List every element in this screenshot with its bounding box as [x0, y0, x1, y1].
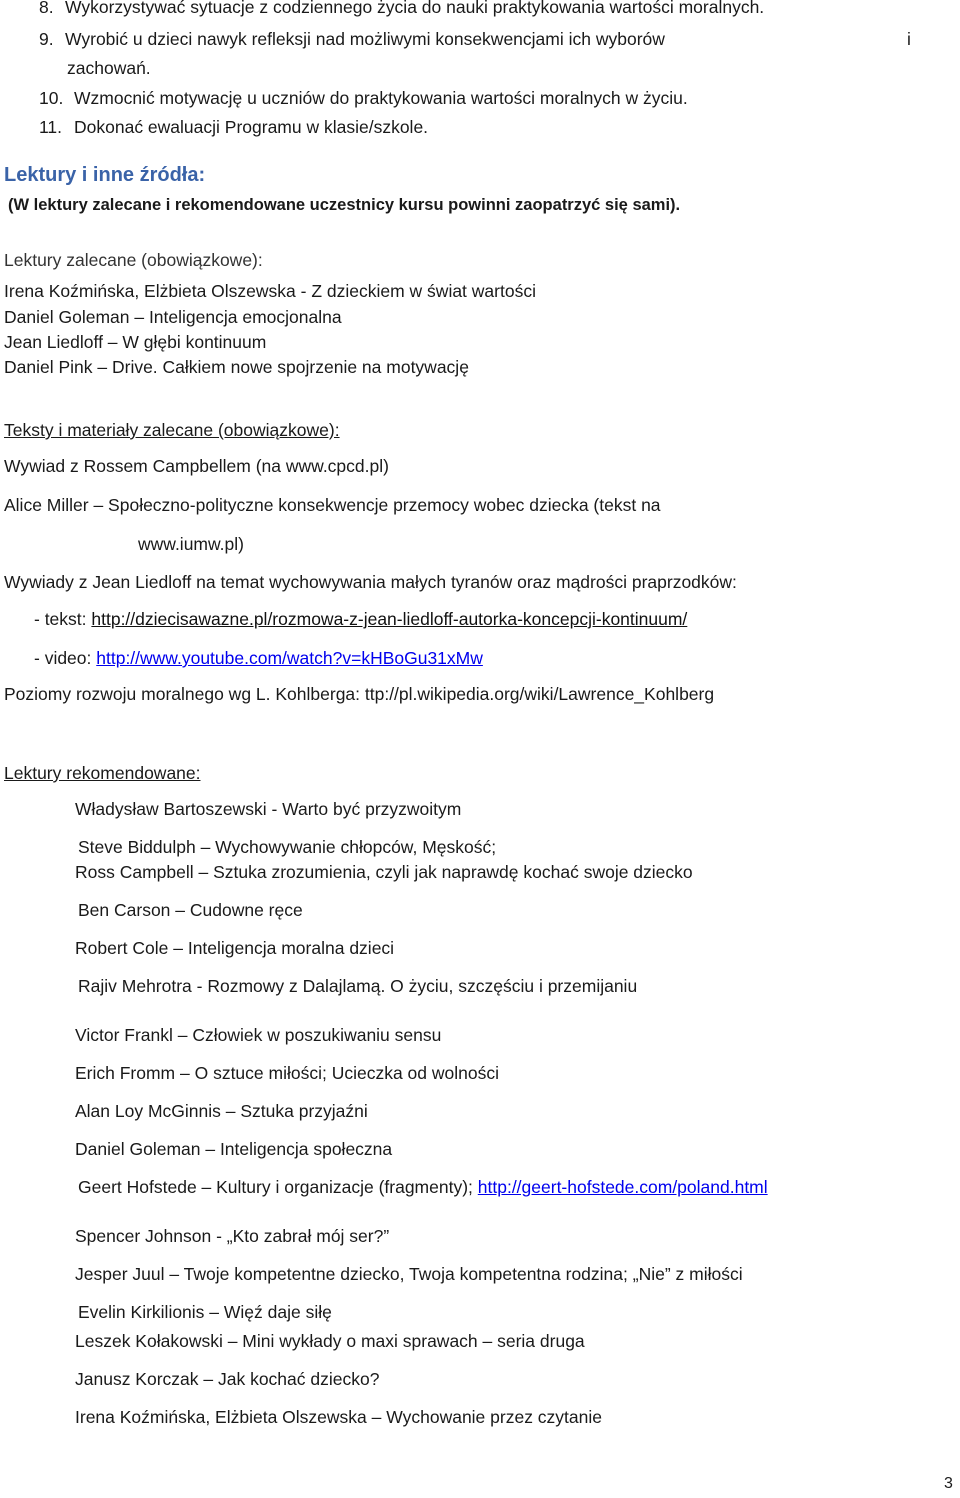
- recommended-item: Ben Carson – Cudowne ręce: [78, 900, 303, 920]
- goal-text: Wyrobić u dzieci nawyk refleksji nad możliwymi konsekwencjami ich wyborów: [65, 29, 665, 49]
- required-readings-heading: Lektury zalecane (obowiązkowe):: [4, 250, 263, 270]
- required-reading-item: Jean Liedloff – W głębi kontinuum: [4, 332, 267, 352]
- recommended-item: Victor Frankl – Człowiek w poszukiwaniu sensu: [75, 1025, 442, 1045]
- recommended-item-hofstede: [78, 1177, 768, 1197]
- text-link-row: [34, 609, 687, 629]
- recommended-item: Leszek Kołakowski – Mini wykłady o maxi sprawach – seria druga: [75, 1331, 585, 1351]
- goal-number: 10.: [39, 88, 64, 108]
- miller-text-line1: Alice Miller – Społeczno-polityczne konsekwencje przemocy wobec dziecka (tekst na: [4, 495, 661, 515]
- video-link-label: - video:: [34, 648, 97, 668]
- video-link-row: [34, 648, 483, 668]
- recommended-item-text: Geert Hofstede – Kultury i organizacje (fragmenty);: [78, 1177, 478, 1197]
- recommended-item: Spencer Johnson - „Kto zabrał mój ser?”: [75, 1226, 390, 1246]
- goal-text: Wzmocnić motywację u uczniów do praktykowania wartości moralnych w życiu.: [74, 88, 688, 108]
- miller-text-line2: www.iumw.pl): [138, 534, 244, 554]
- goal-number: 8.: [39, 0, 54, 17]
- goal-text-trail: i: [907, 29, 911, 49]
- recommended-item: Robert Cole – Inteligencja moralna dzieci: [75, 938, 395, 958]
- required-reading-item: Irena Koźmińska, Elżbieta Olszewska - Z dzieckiem w świat wartości: [4, 281, 536, 301]
- required-texts-heading: Teksty i materiały zalecane (obowiązkowe):: [4, 420, 340, 440]
- goal-text-continuation: zachowań.: [67, 58, 151, 78]
- text-link-label: - tekst:: [34, 609, 92, 629]
- goal-number: 11.: [39, 117, 63, 137]
- goal-text: Wykorzystywać sytuacje z codziennego życia do nauki praktykowania wartości moralnych.: [65, 0, 765, 17]
- required-reading-item: Daniel Pink – Drive. Całkiem nowe spojrzenie na motywację: [4, 357, 469, 377]
- recommended-heading: Lektury rekomendowane:: [4, 763, 201, 783]
- recommended-item: Evelin Kirkilionis – Więź daje siłę: [78, 1302, 332, 1322]
- interview-rossem: Wywiad z Rossem Campbellem (na www.cpcd.pl): [4, 456, 389, 476]
- recommended-item: Erich Fromm – O sztuce miłości; Ucieczka od wolności: [75, 1063, 499, 1083]
- recommended-item: Irena Koźmińska, Elżbieta Olszewska – Wychowanie przez czytanie: [75, 1407, 603, 1427]
- required-reading-item: Daniel Goleman – Inteligencja emocjonalna: [4, 307, 342, 327]
- recommended-item: Rajiv Mehrotra - Rozmowy z Dalajlamą. O życiu, szczęściu i przemijaniu: [78, 976, 638, 996]
- recommended-item: Jesper Juul – Twoje kompetentne dziecko, Twoja kompetentna rodzina; „Nie” z miłości: [75, 1264, 743, 1284]
- goal-item-8: [39, 0, 764, 17]
- hofstede-link[interactable]: http://geert-hofstede.com/poland.html: [477, 1177, 768, 1197]
- page-number: 3: [944, 1475, 953, 1492]
- kohlberg-line: Poziomy rozwoju moralnego wg L. Kohlberga: ttp://pl.wikipedia.org/wiki/Lawrence_Kohlberg: [4, 684, 715, 704]
- recommended-item: Daniel Goleman – Inteligencja społeczna: [75, 1139, 393, 1159]
- video-link[interactable]: http://www.youtube.com/watch?v=kHBoGu31xMw: [96, 648, 483, 668]
- recommended-item: Steve Biddulph – Wychowywanie chłopców, Męskość;: [78, 837, 497, 857]
- recommended-item: Ross Campbell – Sztuka zrozumienia, czyli jak naprawdę kochać swoje dziecko: [75, 862, 693, 882]
- text-link[interactable]: http://dziecisawazne.pl/rozmowa-z-jean-liedloff-autorka-koncepcji-kontinuum/: [91, 609, 688, 629]
- recommended-item: Władysław Bartoszewski - Warto być przyzwoitym: [75, 799, 462, 819]
- section-title: Lektury i inne źródła:: [4, 164, 206, 186]
- goal-item-11: [39, 117, 428, 137]
- goal-item-10: [39, 88, 688, 108]
- goal-text: Dokonać ewaluacji Programu w klasie/szkole.: [74, 117, 429, 137]
- recommended-item: Janusz Korczak – Jak kochać dziecko?: [75, 1369, 380, 1389]
- section-note: (W lektury zalecane i rekomendowane uczestnicy kursu powinni zaopatrzyć się sami).: [8, 196, 681, 214]
- liedloff-interviews: Wywiady z Jean Liedloff na temat wychowywania małych tyranów oraz mądrości praprzodków:: [4, 572, 737, 592]
- goal-item-9: [39, 29, 665, 49]
- goal-number: 9.: [39, 29, 54, 49]
- recommended-item: Alan Loy McGinnis – Sztuka przyjaźni: [75, 1101, 368, 1121]
